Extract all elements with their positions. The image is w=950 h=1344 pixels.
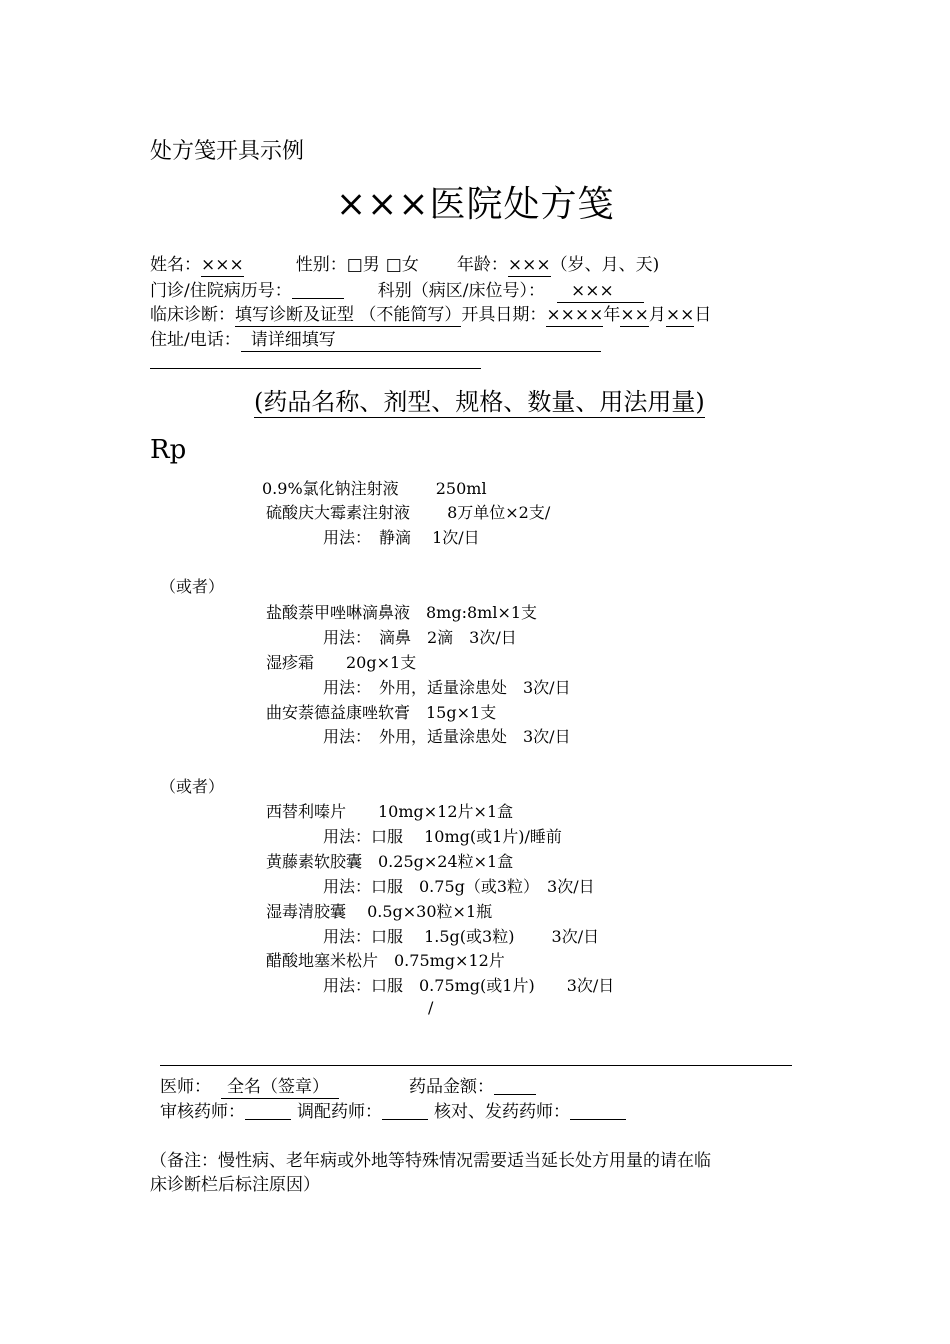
drug-header-text: (药品名称、剂型、规格、数量、用法用量) [254,388,705,416]
age-value: ××× [507,255,551,275]
address-value: 请详细填写 [241,325,601,352]
or-separator: （或者） [160,777,225,796]
usage-line: 用法：口服 1.5g(或3粒) 3次/日 [323,927,600,946]
end-slash: / [428,998,434,1017]
patient-info-row-4 [150,325,601,352]
document-title: 处方笺开具示例 [150,139,305,164]
amount-label: 药品金额： [409,1077,494,1097]
usage-line: 用法： 外用，适量涂患处 3次/日 [323,727,571,746]
date-year: ×××× [546,305,604,325]
gender-label: 性别： [295,255,347,275]
drug-header [254,382,705,417]
age-unit: （岁、月、天) [550,255,660,275]
footer-row-2 [160,1097,626,1122]
doctor-label: 医师： [160,1077,211,1097]
department-value: ××× [557,281,644,303]
name-label: 姓名： [150,255,201,275]
record-number-label: 门诊/住院病历号： [150,281,292,301]
drug-line: 0.9%氯化钠注射液 250ml [262,479,487,498]
patient-info-row-1 [150,250,659,275]
drug-line: 湿毒清胶囊 0.5g×30粒×1瓶 [266,902,493,921]
hospital-title: ×××医院处方笺 [336,184,615,225]
diagnosis-value: 填写诊断及证型 （不能简写） [235,305,462,325]
gender-female-checkbox[interactable]: □女 [385,255,419,275]
note-line-1: （备注：慢性病、老年病或外地等特殊情况需要适当延长处方用量的请在临 [150,1151,711,1171]
drug-line: 湿疹霜 20g×1支 [266,653,417,672]
dispenser-label: 调配药师： [297,1102,382,1122]
patient-info-row-2 [150,276,644,301]
drug-line: 西替利嗪片 10mg×12片×1盒 [266,802,514,821]
amount-field[interactable] [494,1078,536,1095]
or-separator: （或者） [160,577,225,596]
diagnosis-label: 临床诊断： [150,305,235,325]
department-label: 科别（病区/床位号）： [377,281,545,301]
name-value: ××× [201,255,244,275]
checker-label: 核对、发药药师： [434,1102,570,1122]
drug-line: 曲安萘德益康唑软膏 15g×1支 [266,703,497,722]
dispenser-field[interactable] [382,1103,428,1120]
usage-line: 用法： 静滴 1次/日 [323,528,480,547]
date-year-unit: 年 [603,305,621,325]
drug-line: 黄藤素软胶囊 0.25g×24粒×1盒 [266,852,514,871]
note-line-2: 床诊断栏后标注原因） [150,1175,320,1195]
reviewer-field[interactable] [245,1103,291,1120]
date-label: 开具日期： [461,305,547,325]
drug-line: 硫酸庆大霉素注射液 8万单位×2支/ [266,503,551,522]
drug-line: 醋酸地塞米松片 0.75mg×12片 [266,951,505,970]
date-day: ×× [665,305,695,325]
gender-male-checkbox[interactable]: □男 [346,255,380,275]
usage-line: 用法： 滴鼻 2滴 3次/日 [323,628,517,647]
address-label: 住址/电话： [150,330,241,350]
separator-line-bottom [160,1065,792,1066]
reviewer-label: 审核药师： [160,1102,245,1122]
patient-info-row-3 [150,300,711,325]
age-label: 年龄： [456,255,508,275]
date-month-unit: 月 [648,305,666,325]
usage-line: 用法： 外用，适量涂患处 3次/日 [323,678,571,697]
usage-line: 用法：口服 0.75mg(或1片) 3次/日 [323,976,615,995]
date-month: ×× [620,305,649,325]
rp-symbol: Rp [150,435,187,465]
usage-line: 用法：口服 10mg(或1片)/睡前 [323,827,562,846]
checker-field[interactable] [570,1103,626,1120]
usage-line: 用法：口服 0.75g（或3粒） 3次/日 [323,877,595,896]
footer-row-1 [160,1072,536,1097]
drug-line: 盐酸萘甲唑啉滴鼻液 8mg:8ml×1支 [266,603,538,622]
separator-line-top [150,368,481,369]
date-day-unit: 日 [694,305,712,325]
doctor-signature: 全名（签章） [221,1077,339,1099]
record-number-field[interactable] [292,282,344,299]
